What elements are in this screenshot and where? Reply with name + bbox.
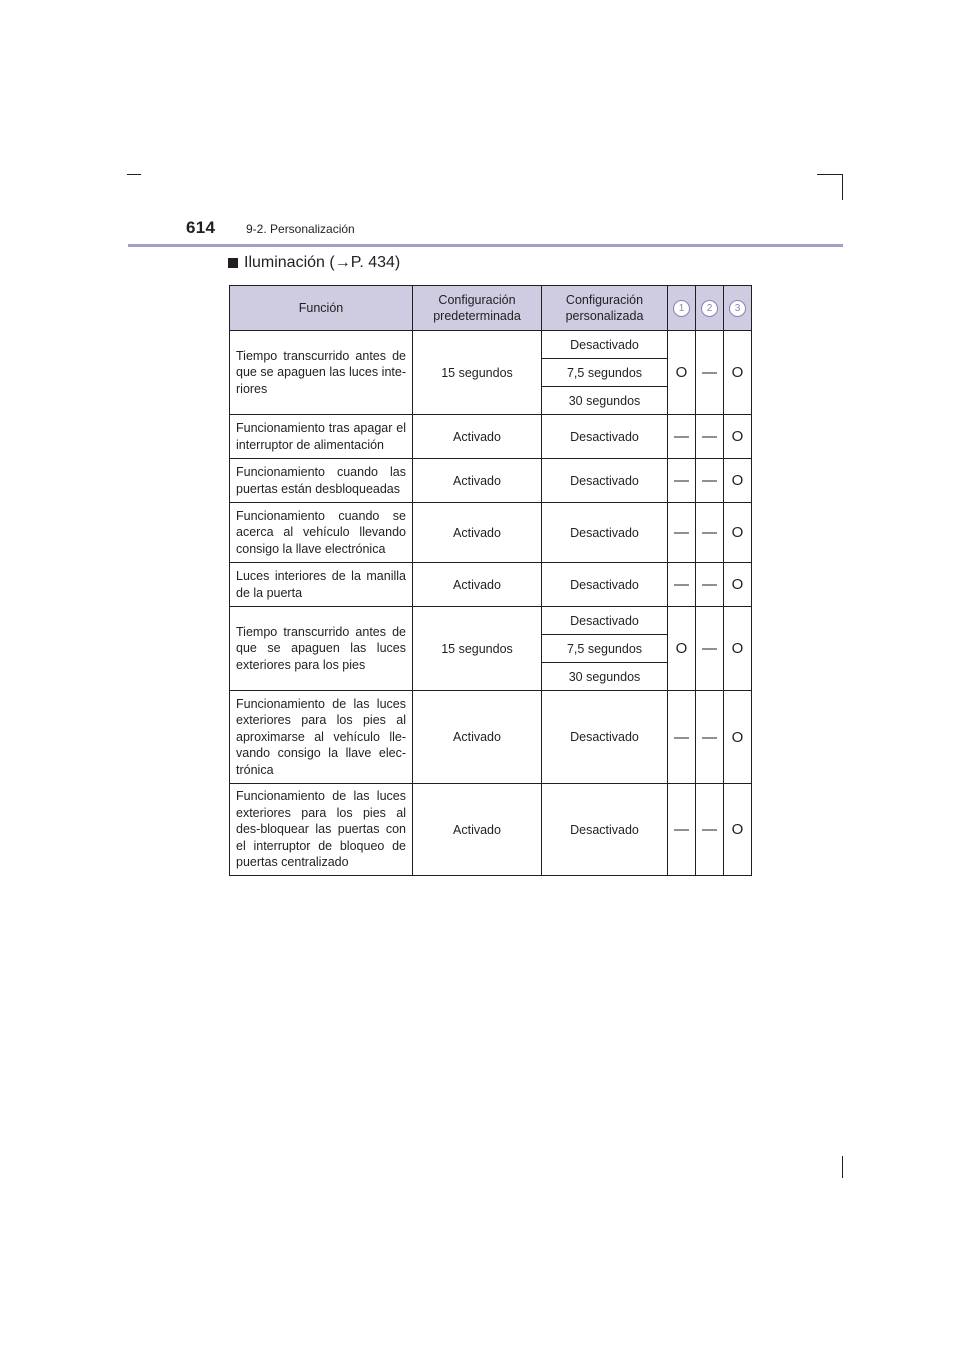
table-row (230, 503, 752, 563)
default-cell: 15 segundos (413, 331, 542, 415)
col1-cell: — (668, 563, 696, 607)
square-bullet-icon (228, 258, 238, 268)
header-col-3 (724, 286, 752, 331)
number-1-icon: 1 (673, 300, 690, 317)
function-cell: Funcionamiento cuando las puertas están desbloqueadas (230, 459, 413, 503)
function-cell: Luces interiores de la manilla de la puerta (230, 563, 413, 607)
table-row (230, 691, 752, 784)
table-header-row (230, 286, 752, 331)
col1-cell: — (668, 459, 696, 503)
crop-mark-bottom-right-v (842, 1156, 843, 1178)
number-3-icon: 3 (729, 300, 746, 317)
default-cell: Activado (413, 415, 542, 459)
table-row (230, 331, 752, 359)
default-cell: 15 segundos (413, 607, 542, 691)
default-cell: Activado (413, 691, 542, 784)
col2-cell: — (696, 563, 724, 607)
header-col-2 (696, 286, 724, 331)
col3-cell: O (724, 415, 752, 459)
function-cell: Funcionamiento tras apagar el interruptor de alimentación (230, 415, 413, 459)
number-2-icon: 2 (701, 300, 718, 317)
page-number: 614 (186, 218, 216, 237)
function-cell: Funcionamiento de las luces exteriores para los pies al aproximarse al vehículo lle-vando consigo la llave elec-trónica (230, 691, 413, 784)
option-cell: 30 segundos (542, 387, 668, 415)
option-cell: 7,5 segundos (542, 359, 668, 387)
option-cell: Desactivado (542, 331, 668, 359)
col3-cell: O (724, 459, 752, 503)
header-function: Función (230, 286, 413, 331)
option-cell: Desactivado (542, 691, 668, 784)
col2-cell: — (696, 415, 724, 459)
option-cell: Desactivado (542, 503, 668, 563)
option-cell: 7,5 segundos (542, 635, 668, 663)
col1-cell: — (668, 691, 696, 784)
table-row (230, 563, 752, 607)
function-cell: Funcionamiento cuando se acerca al vehículo llevando consigo la llave electrónica (230, 503, 413, 563)
col2-cell: — (696, 607, 724, 691)
col2-cell: — (696, 784, 724, 876)
header-col-1 (668, 286, 696, 331)
crop-mark-top-right-h (817, 174, 842, 175)
option-cell: Desactivado (542, 459, 668, 503)
col2-cell: — (696, 331, 724, 415)
col2-cell: — (696, 691, 724, 784)
col1-cell: — (668, 784, 696, 876)
table-row (230, 784, 752, 876)
header-rule (128, 244, 843, 247)
col3-cell: O (724, 563, 752, 607)
default-cell: Activado (413, 784, 542, 876)
col1-cell: — (668, 415, 696, 459)
col1-cell: O (668, 607, 696, 691)
default-cell: Activado (413, 459, 542, 503)
function-cell: Funcionamiento de las luces exteriores para los pies al des-bloquear las puertas con el interruptor de bloqueo de puertas centralizado (230, 784, 413, 876)
option-cell: Desactivado (542, 784, 668, 876)
col3-cell: O (724, 331, 752, 415)
subheading (228, 254, 400, 272)
crop-mark-top-left-h (127, 174, 141, 175)
table-row (230, 415, 752, 459)
option-cell: Desactivado (542, 607, 668, 635)
option-cell: 30 segundos (542, 663, 668, 691)
col3-cell: O (724, 691, 752, 784)
function-cell: Tiempo transcurrido antes de que se apaguen las luces inte-riores (230, 331, 413, 415)
header-custom: Configuración personalizada (542, 286, 668, 331)
col1-cell: — (668, 503, 696, 563)
crop-mark-top-right-v (842, 174, 843, 200)
default-cell: Activado (413, 563, 542, 607)
col2-cell: — (696, 459, 724, 503)
col3-cell: O (724, 503, 752, 563)
option-cell: Desactivado (542, 563, 668, 607)
col2-cell: — (696, 503, 724, 563)
header-default: Configuración predeterminada (413, 286, 542, 331)
table-row (230, 607, 752, 635)
subheading-title: Iluminación (→P. 434) (244, 254, 401, 271)
function-cell: Tiempo transcurrido antes de que se apaguen las luces exteriores para los pies (230, 607, 413, 691)
col1-cell: O (668, 331, 696, 415)
col3-cell: O (724, 784, 752, 876)
table-row (230, 459, 752, 503)
col3-cell: O (724, 607, 752, 691)
section-title: 9-2. Personalización (246, 222, 355, 236)
default-cell: Activado (413, 503, 542, 563)
settings-table (229, 285, 752, 876)
option-cell: Desactivado (542, 415, 668, 459)
